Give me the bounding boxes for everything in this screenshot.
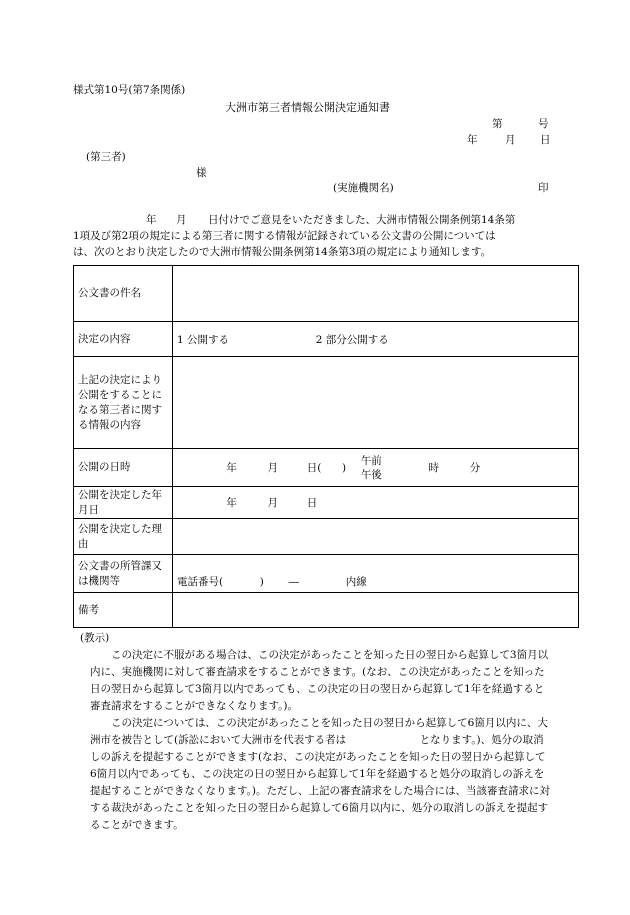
- table-row: [74, 593, 579, 628]
- remarks-label: 備考: [74, 593, 173, 628]
- table-row: [74, 519, 579, 555]
- subject-field[interactable]: [173, 266, 579, 322]
- decision-date-month: 月: [267, 497, 279, 509]
- intro-line3: は、次のとおり決定したので大洲市情報公開条例第14条第3項の規定により通知します。: [73, 246, 492, 258]
- issuer-label: (実施機関名): [333, 182, 394, 194]
- datetime-minute: 分: [469, 461, 481, 474]
- instructions-header: (教示): [80, 632, 110, 644]
- third-party-info-field[interactable]: [173, 357, 579, 449]
- datetime-year: 年: [226, 461, 237, 474]
- instructions-paragraph-2: この決定については、この決定があったことを知った日の翌日から起算して6箇月以内に、大洲市を被告として(訴訟において大洲市を代表する者は となります。)、処分の取消しの訴えを提起することができます(なお、この決定があったことを知った日の翌日から起算して6箇月以内であっても、この決定の日の翌日から起算して1年を経過すると処分の取消しの訴えを提起することができなくなります。)。ただし、上記の審査請求をした場合には、当該審査請求に対する裁決があったことを知った日の翌日から起算して6箇月以内に、処分の取消しの訴えを提起することができます。: [90, 717, 551, 831]
- decision-label: 決定の内容: [74, 322, 173, 357]
- datetime-day: 日(: [306, 461, 322, 474]
- seal-mark: 印: [538, 182, 549, 194]
- intro-line1: 日付けでご意見をいただきました、大洲市情報公開条例第14条第: [208, 214, 516, 226]
- datetime-pm: 午後: [360, 468, 382, 481]
- instructions-paragraph-1: この決定に不服がある場合は、この決定があったことを知った日の翌日から起算して3箇月以内に、実施機関に対して審査請求をすることができます。(なお、この決定があったことを知った日の翌日から起算して3箇月以内であっても、この決定の日の翌日から起算して1年を経過すると審査請求をすることができなくなります。)。: [90, 649, 549, 712]
- department-label: 公文書の所管課又は機関等: [74, 555, 173, 593]
- table-row: [74, 555, 579, 593]
- intro-line2: 1項及び第2項の規定による第三者に関する情報が記録されている公文書の公開については: [73, 230, 496, 242]
- reason-label: 公開を決定した理由: [74, 519, 173, 555]
- honorific: 様: [196, 167, 207, 179]
- decision-date-label: 公開を決定した年月日: [74, 487, 173, 519]
- option-disclose: 1 公開する: [177, 333, 230, 346]
- disclosure-datetime-field[interactable]: [173, 449, 579, 487]
- remarks-field[interactable]: [173, 593, 579, 628]
- phone-label: 電話番号(: [177, 576, 224, 588]
- phone-close-paren: ): [259, 576, 264, 588]
- decision-table: [73, 265, 579, 628]
- decision-date-day: 日: [306, 497, 318, 509]
- table-row: [74, 487, 579, 519]
- date-day: 日: [540, 134, 551, 146]
- reason-field[interactable]: [173, 519, 579, 555]
- option-partial-disclose: 2 部分公開する: [315, 333, 389, 346]
- third-party-info-label: 上記の決定により公開をすることになる第三者に関する情報の内容: [74, 357, 173, 449]
- doc-number-suffix: 号: [538, 118, 549, 130]
- datetime-hour: 時: [428, 461, 439, 474]
- datetime-close-paren: ): [342, 461, 347, 474]
- subject-label: 公文書の件名: [74, 266, 173, 322]
- disclosure-datetime-label: 公開の日時: [74, 449, 173, 487]
- extension-label: 内線: [345, 576, 367, 588]
- intro-year: 年: [146, 214, 157, 226]
- decision-date-year: 年: [226, 497, 237, 509]
- decision-field[interactable]: [173, 322, 579, 357]
- recipient-label: (第三者): [86, 151, 126, 163]
- date-month: 月: [505, 134, 516, 146]
- form-number: 様式第10号(第7条関係): [73, 84, 186, 96]
- document-title: 大洲市第三者情報公開決定通知書: [225, 101, 390, 114]
- table-row: [74, 322, 579, 357]
- datetime-am: 午前: [360, 454, 382, 467]
- doc-number-prefix: 第: [492, 118, 503, 130]
- table-row: [74, 357, 579, 449]
- date-year: 年: [467, 134, 478, 146]
- table-row: [74, 449, 579, 487]
- datetime-month: 月: [267, 461, 279, 474]
- intro-month: 月: [176, 214, 187, 226]
- instructions-section: [80, 630, 550, 834]
- decision-date-field[interactable]: [173, 487, 579, 519]
- department-field[interactable]: [173, 555, 579, 593]
- table-row: [74, 266, 579, 322]
- phone-dash: ―: [288, 576, 300, 588]
